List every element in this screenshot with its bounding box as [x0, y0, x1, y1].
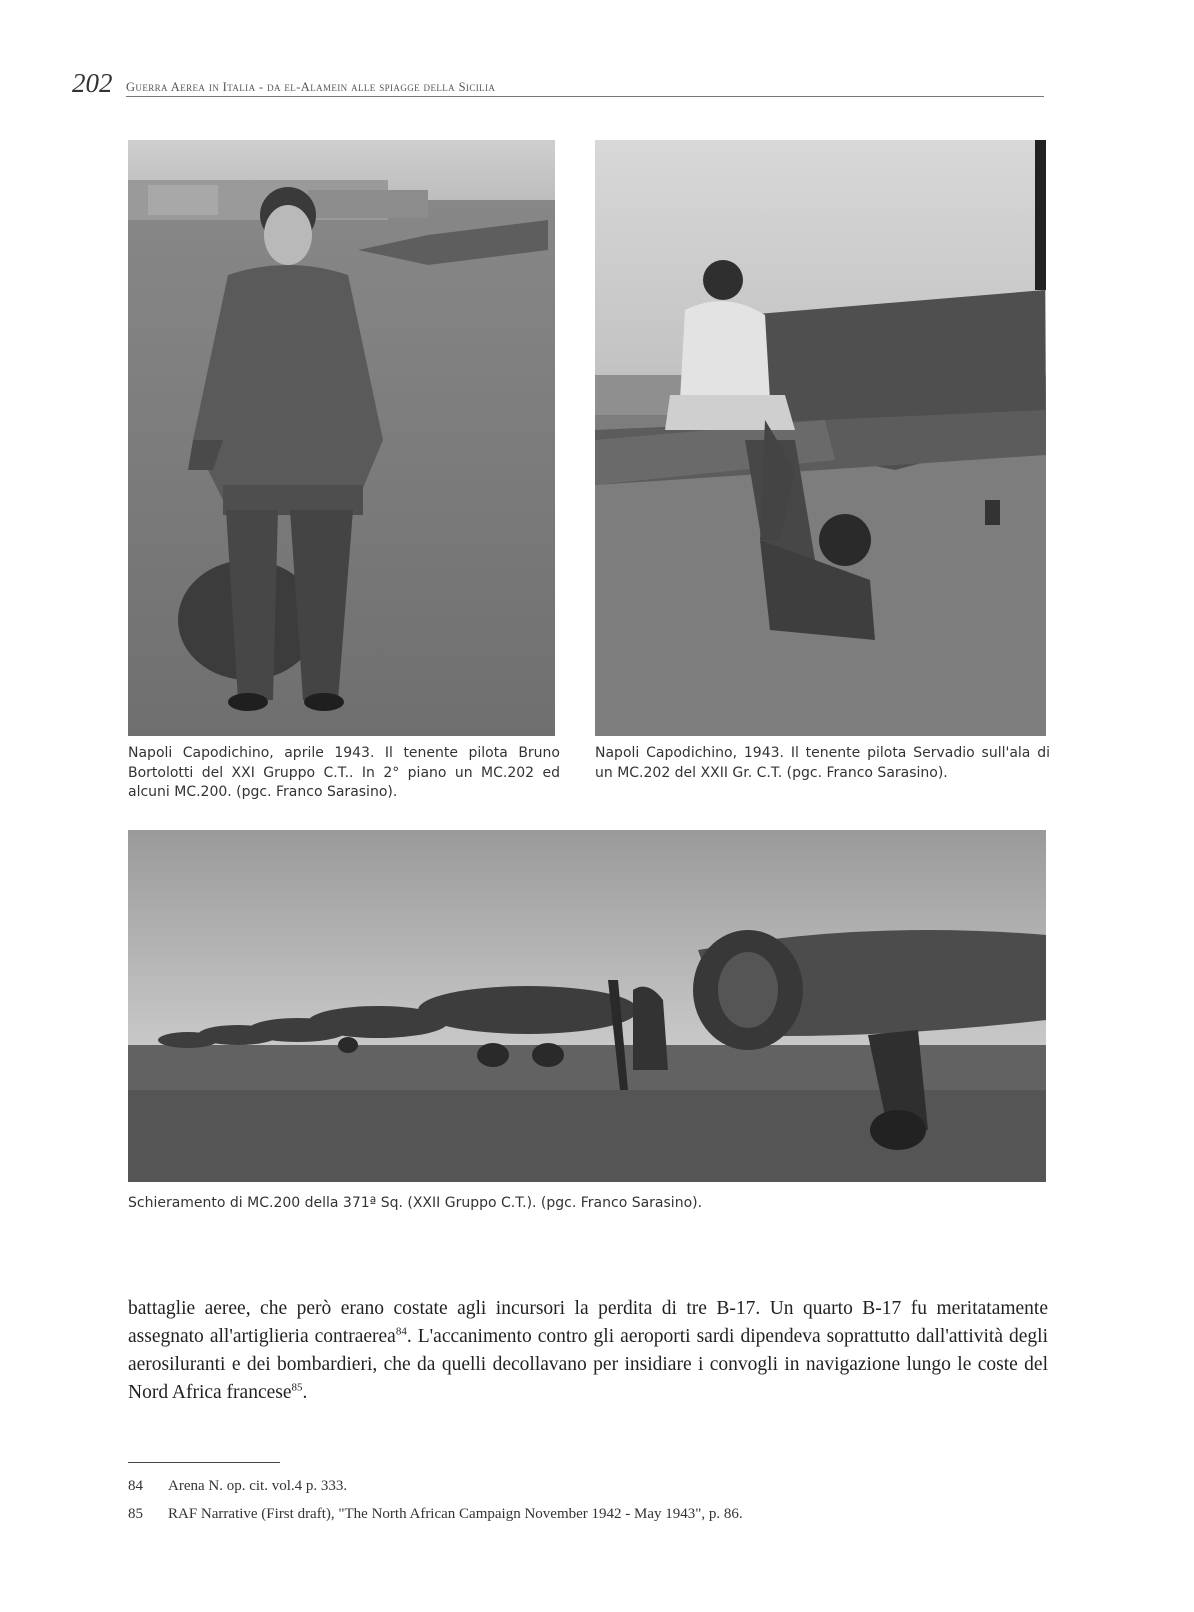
- body-text-segment: . L'accanimento contro gli aeroporti sardi dipendeva soprattutto dall'attività degli aerosiluranti e dei bombardieri, che da quelli decollavano per insidiare i convogli in navigazione lungo le coste del Nord Africa francese: [128, 1325, 1049, 1403]
- footnotes: [128, 1472, 1048, 1528]
- aircraft-lineup-photo: [128, 830, 1046, 1182]
- footnote-rule: [128, 1462, 280, 1463]
- footnote-reference: 85: [291, 1381, 303, 1393]
- running-head: Guerra Aerea in Italia - da el-Alamein alle spiagge della Sicilia: [126, 80, 496, 94]
- footnote: [128, 1472, 1048, 1500]
- photo-caption: Napoli Capodichino, aprile 1943. Il tenente pilota Bruno Bortolotti del XXI Gruppo C.T.. In 2° piano un MC.202 ed alcuni MC.200. (pgc. Franco Sarasino).: [128, 745, 560, 800]
- footnote: [128, 1500, 1048, 1528]
- photo-caption: Napoli Capodichino, 1943. Il tenente pilota Servadio sull'ala di un MC.202 del XXII Gr. C.T. (pgc. Franco Sarasino).: [595, 745, 1050, 781]
- footnote-text: RAF Narrative (First draft), "The North African Campaign November 1942 - May 1943", p. 86.: [168, 1506, 743, 1522]
- page-header: [72, 68, 1044, 98]
- photo-caption: Schieramento di MC.200 della 371ª Sq. (XXII Gruppo C.T.). (pgc. Franco Sarasino).: [128, 1195, 703, 1211]
- body-text-segment: battaglie aeree, che però erano costate agli incursori la perdita di tre B-17. Un quarto B-17 fu meritatamente assegnato all'artiglieria contraerea: [128, 1297, 1048, 1347]
- body-text-segment: .: [302, 1381, 308, 1403]
- footnote-number: 84: [128, 1478, 143, 1494]
- header-rule: [126, 96, 1044, 97]
- body-paragraph: [128, 1295, 1048, 1407]
- footnote-number: 85: [128, 1506, 143, 1522]
- pilot-standing-photo: [128, 140, 555, 736]
- footnote-text: Arena N. op. cit. vol.4 p. 333.: [168, 1478, 348, 1494]
- footnote-reference: 84: [395, 1325, 407, 1337]
- pilot-on-wing-photo: [595, 140, 1046, 736]
- page-number: 202: [72, 68, 113, 98]
